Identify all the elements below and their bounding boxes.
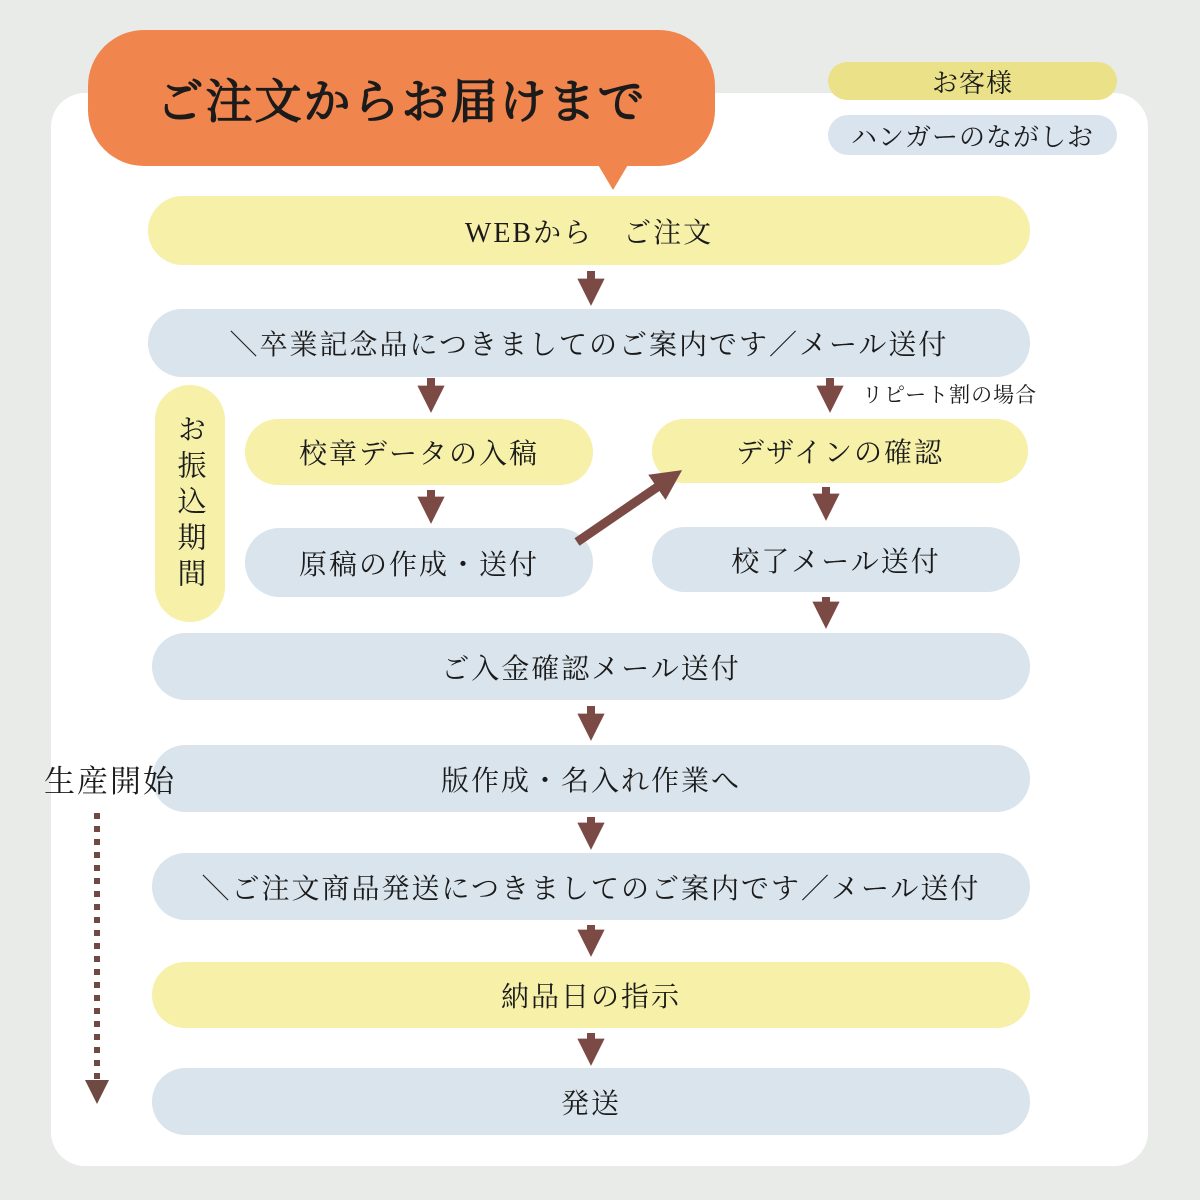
step-label: 原稿の作成・送付 bbox=[298, 549, 539, 581]
step-shipping bbox=[152, 1068, 1030, 1135]
payment-period-label: お振込期間 bbox=[173, 413, 206, 594]
step-plate-naming-work bbox=[152, 745, 1030, 812]
step-label: ＼ご注文商品発送につきましてのご案内です／メール送付 bbox=[201, 873, 981, 905]
step-proof-complete-mail bbox=[652, 527, 1020, 592]
step-label: ご入金確認メール送付 bbox=[441, 653, 741, 685]
step-emblem-data-submit bbox=[245, 419, 593, 485]
step-delivery-date-instruction bbox=[152, 962, 1030, 1028]
production-start-label: 生産開始 bbox=[44, 764, 176, 799]
step-label: デザインの確認 bbox=[735, 438, 945, 469]
legend-customer bbox=[828, 62, 1117, 100]
step-label: 版作成・名入れ作業へ bbox=[440, 765, 741, 797]
step-shipping-info-mail bbox=[152, 853, 1030, 920]
page-title: ご注文からお届けまで bbox=[156, 76, 647, 129]
legend-shop bbox=[828, 115, 1117, 155]
title-speech-bubble bbox=[88, 30, 715, 166]
payment-period-pill bbox=[155, 385, 225, 622]
step-label: 納品日の指示 bbox=[500, 982, 681, 1013]
step-label: WEBから ご注文 bbox=[464, 217, 714, 249]
step-label: ＼卒業記念品につきましてのご案内です／メール送付 bbox=[229, 330, 949, 361]
step-draft-create-send bbox=[245, 528, 593, 597]
legend-customer-label: お客様 bbox=[931, 68, 1013, 98]
step-label: 発送 bbox=[560, 1088, 621, 1120]
step-grad-gift-info-mail bbox=[148, 309, 1030, 377]
step-design-check bbox=[652, 419, 1028, 483]
legend-shop-label: ハンガーのながしお bbox=[850, 122, 1094, 152]
step-label: 校章データの入稿 bbox=[298, 439, 539, 470]
speech-bubble-tail bbox=[594, 158, 632, 190]
repeat-discount-note: リピート割の場合 bbox=[862, 383, 1038, 407]
step-label: 校了メール送付 bbox=[731, 546, 941, 578]
step-web-order bbox=[148, 196, 1030, 265]
step-payment-confirm-mail bbox=[152, 633, 1030, 700]
